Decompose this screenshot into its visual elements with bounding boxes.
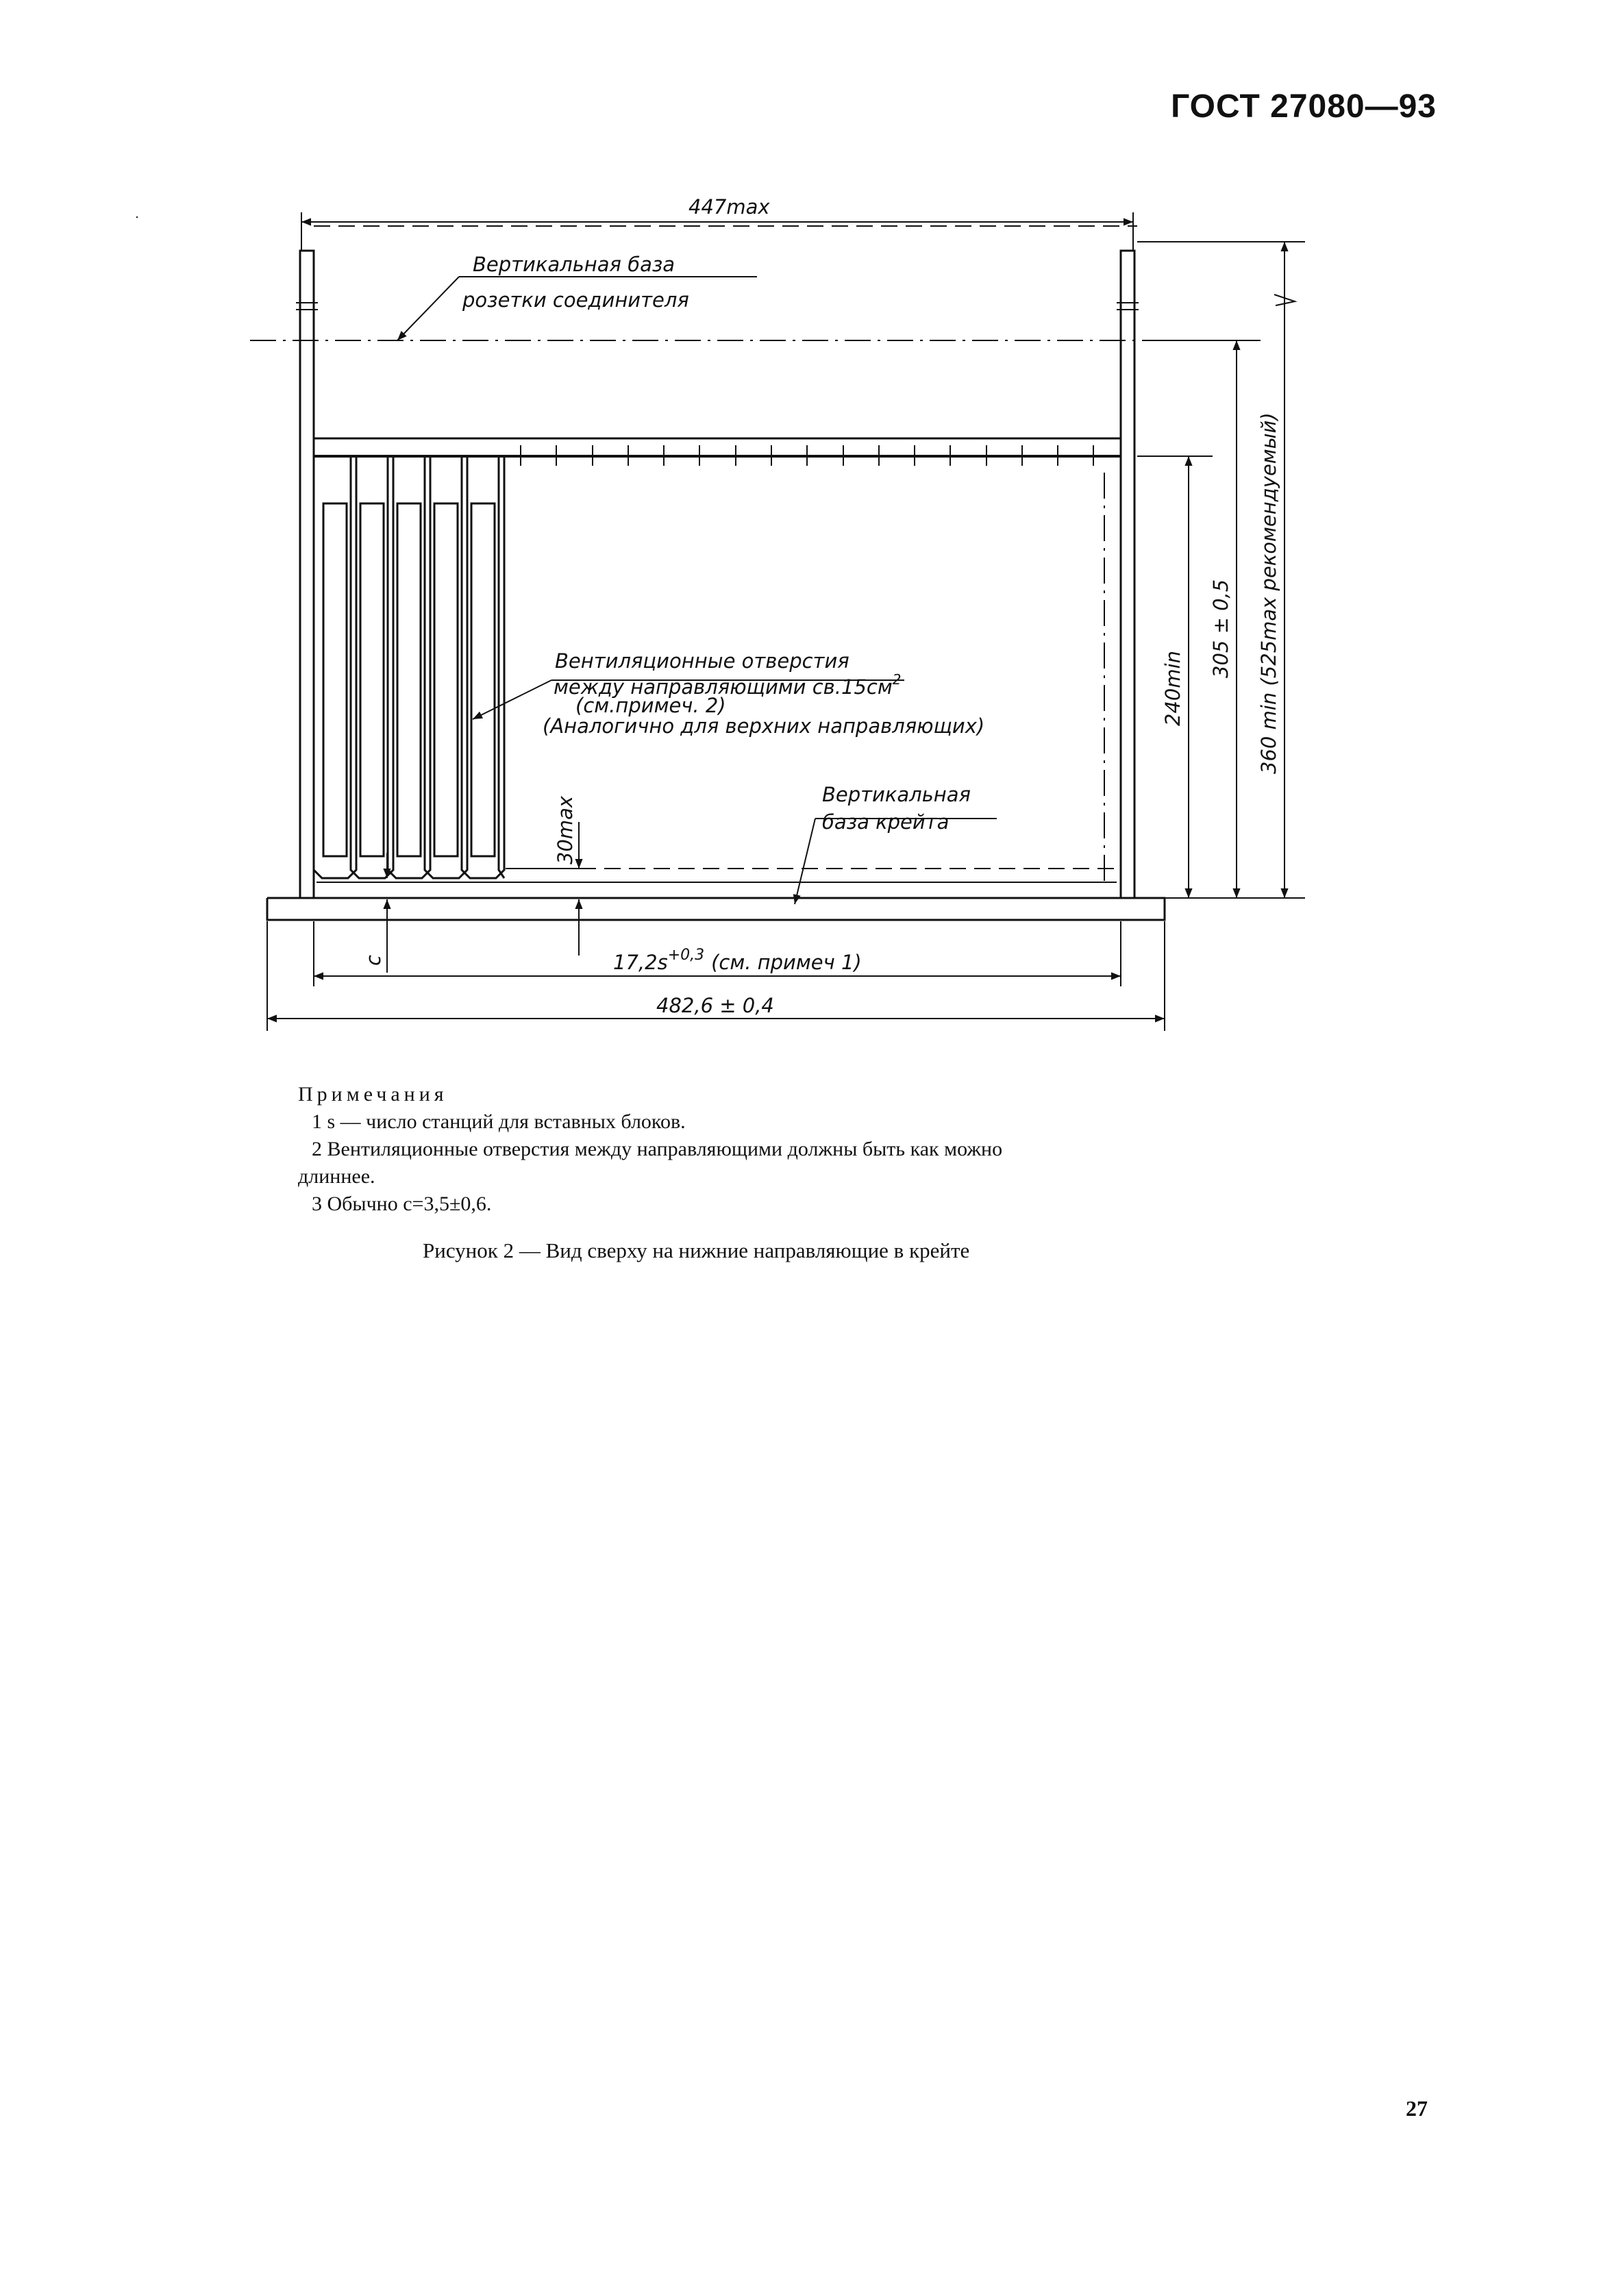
notes-title: Примечания — [298, 1083, 448, 1106]
left-side-wall — [300, 251, 314, 898]
label-crate-base: Вертикальная — [822, 783, 971, 806]
dim-c: c — [362, 955, 385, 966]
crate-drawing — [0, 0, 1601, 1069]
label-vent: Вентиляционные отверстия — [555, 649, 849, 673]
dim-360: 360 min (525max рекомендуемый) — [1257, 412, 1280, 774]
label-vent: между направляющими $св.15см^2$ — [554, 671, 902, 699]
label-vent-note: (Аналогично для верхних направляющих) — [543, 714, 985, 738]
guide-rail-top — [314, 445, 1121, 466]
notes — [298, 1081, 1284, 1218]
document-code: ГОСТ 27080—93 — [1171, 88, 1437, 125]
vent-slot — [397, 503, 421, 856]
dim-width-inner: $17,2s^{+0,3}$ (см. примеч 1) — [613, 947, 862, 974]
dim-30: 30max — [554, 795, 577, 864]
note-3: 3 Обычно c=3,5±0,6. — [312, 1193, 492, 1215]
vent-slot — [434, 503, 458, 856]
page-number: 27 — [1406, 2096, 1428, 2121]
label-connector-base: Вертикальная база — [473, 253, 675, 276]
note-2: 2 Вентиляционные отверстия между направляющими должны быть как можно — [312, 1138, 1003, 1160]
dim-305: 305 ± 0,5 — [1209, 579, 1232, 678]
dim-width-top: 447max — [688, 195, 770, 219]
label-vent-note: (см.примеч. 2) — [575, 694, 726, 717]
note-2-cont: длиннее. — [298, 1165, 375, 1188]
right-side-wall — [1121, 251, 1134, 898]
note-1: 1 s — число станций для вставных блоков. — [312, 1110, 686, 1133]
vent-slot — [360, 503, 384, 856]
figure-caption: Рисунок 2 — Вид сверху на нижние направляющие в крейте — [423, 1238, 970, 1262]
label-connector-base: розетки соединителя — [462, 288, 689, 312]
vent-slot — [471, 503, 495, 856]
label-crate-base: база крейта — [822, 810, 950, 834]
dim-240: 240min — [1161, 650, 1184, 726]
mounting-flange — [267, 898, 1165, 920]
vent-slot — [323, 503, 347, 856]
lower-guides — [314, 456, 504, 878]
dim-width-total: 482,6 ± 0,4 — [656, 994, 774, 1017]
